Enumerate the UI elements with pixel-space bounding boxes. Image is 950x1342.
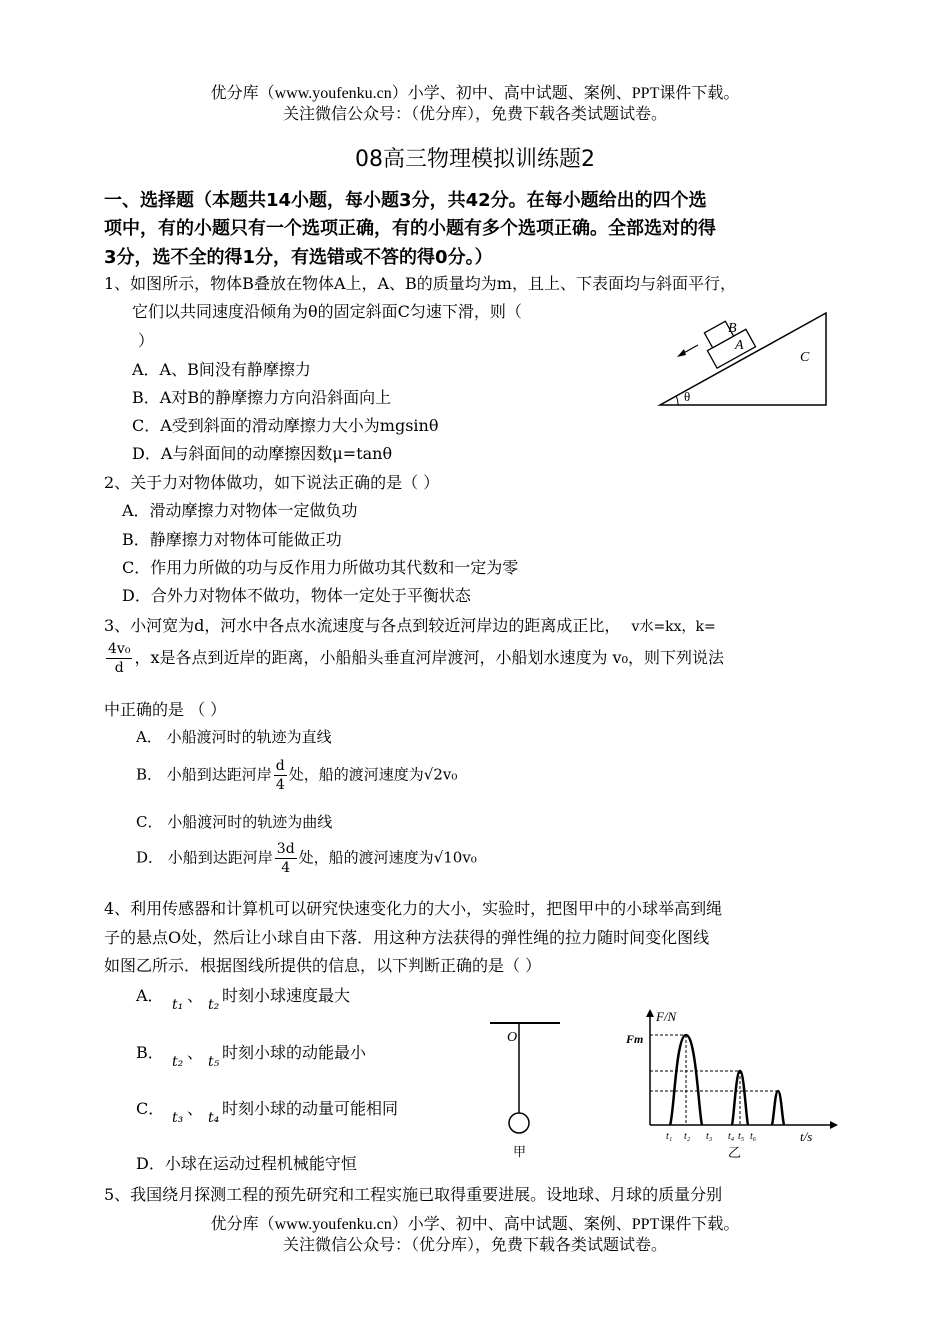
header-line-2: 关注微信公众号：（优分库），免费下载各类试题试卷。 [282,106,667,123]
tick-t3: t₃ [706,1131,713,1142]
q3-option-d [136,840,477,877]
q1-incline-figure [650,305,835,410]
q4-option-b-t1: t₂ [172,1054,184,1070]
caption-yi: 乙 [728,1145,742,1160]
header-line-1: 优分库（www.youfenku.cn）小学、初中、高中试题、案例、PPT课件下载。 [210,85,740,102]
q4-option-c-text: 时刻小球的动量可能相同 [222,1099,399,1118]
label-fm: Fm [626,1032,644,1046]
q4-option-a-text: 时刻小球速度最大 [222,986,351,1005]
footer-line-1: 优分库（www.youfenku.cn）小学、初中、高中试题、案例、PPT课件下载。 [210,1216,740,1233]
q4-option-a-label: A． [136,986,164,1005]
q3-option-a: A． 小船渡河时的轨迹为直线 [136,728,332,746]
q4-option-a-sep: 、 [187,986,204,1005]
q3-stem-text: 3、小河宽为d，河水中各点水流速度与各点到较近河岸边的距离成正比， [104,616,621,635]
q3-option-b-num: d [275,758,285,774]
q3-option-d-num: 3d [276,841,295,857]
tick-t6: t₆ [750,1131,757,1142]
q3-option-b-den: 4 [275,777,285,793]
q3-option-d-post: 处，船的渡河速度为 [298,848,434,867]
q1-option-d: D．A与斜面间的动摩擦因数μ=tanθ [132,444,393,463]
q3-k-numerator: 4v₀ [108,641,131,657]
q4-option-c-t2: t₄ [208,1110,220,1126]
label-o: O [507,1030,518,1045]
q4-figure-jia [485,1015,565,1165]
label-c: C [800,350,810,365]
q3-stem-line-3: 中正确的是 （ ） [104,700,227,719]
q4-option-b-t2: t₅ [208,1054,220,1070]
q3-stem-line-2 [104,640,724,677]
xlabel: t/s [800,1129,813,1144]
q3-option-b-post: 处，船的渡河速度为 [288,765,424,784]
q1-stem-line-1: 1、如图所示，物体B叠放在物体A上，A、B的质量均为m，且上、下表面均与斜面平行， [104,274,736,293]
tick-t5: t₅ [738,1131,745,1142]
q4-option-c-label: C． [136,1099,165,1118]
ball-icon [509,1113,529,1133]
tick-t4: t₄ [728,1131,735,1142]
q4-option-b-sep: 、 [187,1043,204,1062]
q2-stem: 2、关于力对物体做功，如下说法正确的是（ ） [104,473,440,492]
q3-stem-line-1 [104,613,716,636]
label-theta: θ [684,389,691,404]
q2-option-b: B．静摩擦力对物体可能做正功 [122,530,342,549]
caption-jia: 甲 [513,1144,527,1159]
q1-option-c: C．A受到斜面的滑动摩擦力大小为mgsinθ [132,416,439,435]
q3-option-b [136,757,457,794]
q2-option-a: A．滑动摩擦力对物体一定做负功 [122,501,358,520]
q4-option-b-label: B． [136,1043,164,1062]
q3-k-denominator: d [114,660,124,676]
q3-option-b-fraction [274,757,287,794]
q1-stem-line-3: ） [138,331,155,350]
q4-option-d: D．小球在运动过程机械能守恒 [136,1154,357,1173]
q3-option-d-value: √10v₀ [433,848,477,867]
q3-option-b-value: √2v₀ [423,765,458,784]
q4-option-c-sep: 、 [187,1099,204,1118]
q3-k-fraction [106,640,132,677]
q3-option-c: C． 小船渡河时的轨迹为曲线 [136,813,333,831]
q3-option-d-pre: D． 小船到达距河岸 [136,848,273,867]
q3-option-d-fraction [275,840,297,877]
label-b: B [728,321,737,336]
tick-t1: t₁ [666,1131,673,1142]
q2-option-d: D．合外力对物体不做功，物体一定处于平衡状态 [122,586,471,605]
q1-option-b: B．A对B的静摩擦力方向沿斜面向上 [132,388,392,407]
tick-t2: t₂ [684,1131,691,1142]
q1-option-a: A．A、B间没有静摩擦力 [132,360,311,379]
label-a: A [735,338,744,353]
q4-stem-line-1: 4、利用传感器和计算机可以研究快速变化力的大小，实验时，把图甲中的小球举高到绳 [104,899,723,918]
section-heading-line-2: 项中，有的小题只有一个选项正确，有的小题有多个选项正确。全部选对的得 [104,218,716,239]
q3-option-b-pre: B． 小船到达距河岸 [136,765,272,784]
q5-stem-line-1: 5、我国绕月探测工程的预先研究和工程实施已取得重要进展。设地球、月球的质量分别 [104,1185,723,1204]
ylabel: F/N [656,1009,677,1024]
section-heading-line-3: 3分，选不全的得1分，有选错或不答的得0分。） [104,247,493,268]
q4-stem-line-3: 如图乙所示．根据图线所提供的信息，以下判断正确的是（ ） [104,956,542,975]
q1-stem-line-2: 它们以共同速度沿倾角为θ的固定斜面C匀速下滑，则（ [132,302,522,321]
q4-option-b-text: 时刻小球的动能最小 [222,1043,367,1062]
page-title: 08高三物理模拟训练题2 [355,147,595,172]
q4-stem-line-2: 子的悬点O处，然后让小球自由下落．用这种方法获得的弹性绳的拉力随时间变化图线 [104,928,710,947]
section-heading-line-1: 一、选择题（本题共14小题，每小题3分，共42分。在每小题给出的四个选 [104,190,707,211]
q3-velocity-formula: v水=kx，k= [631,619,716,635]
q4-option-c-t1: t₃ [172,1110,184,1126]
q3-option-d-den: 4 [281,860,291,876]
footer-line-2: 关注微信公众号：（优分库），免费下载各类试题试卷。 [282,1237,667,1254]
q4-option-a-t2: t₂ [208,997,220,1013]
q3-stem-line-2-text: ，x是各点到近岸的距离，小船船头垂直河岸渡河，小船划水速度为 v₀，则下列说法 [134,648,725,667]
q4-figure-yi [622,1005,840,1163]
q2-option-c: C．作用力所做的功与反作用力所做功其代数和一定为零 [122,558,519,577]
q4-option-a-t1: t₁ [172,997,184,1013]
